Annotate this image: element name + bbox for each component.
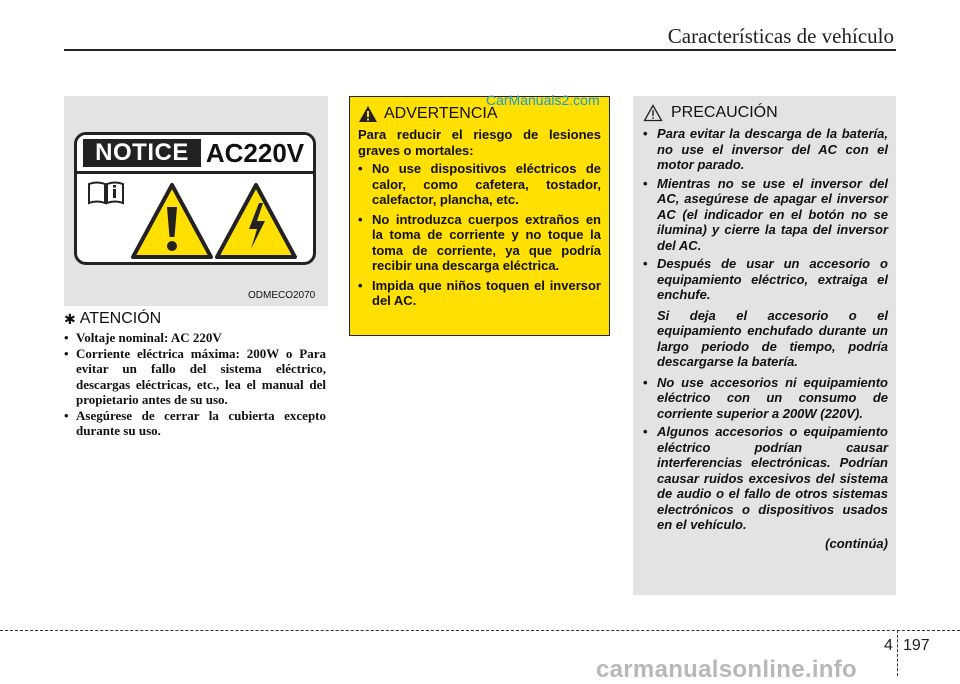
caution-title-text: PRECAUCIÓN (671, 104, 778, 121)
manual-book-icon (87, 181, 125, 205)
chapter-number: 4 (884, 637, 893, 654)
warning-triangle-icon (129, 181, 215, 261)
warning-item: • No introduzca cuerpos extraños en la toma de corriente y no toque la toma de corriente, ya que podría recibir una descarga eléctrica. (358, 212, 601, 274)
electric-shock-icon (213, 181, 299, 261)
caution-list-continued (643, 375, 888, 533)
caution-item: • Para evitar la descarga de la batería, no use el inversor del AC con el motor parado. (643, 126, 888, 173)
continued-note: (continúa) (825, 535, 888, 551)
caution-icon (643, 104, 663, 122)
warning-item: • Impida que niños toquen el inversor del AC. (358, 278, 601, 309)
notice-word: NOTICE (83, 139, 201, 167)
page-number: 197 (903, 637, 930, 654)
figure-code: ODMECO2070 (248, 290, 316, 301)
notice-label (74, 132, 316, 265)
voltage-word: AC220V (205, 138, 305, 168)
header-title: Características de vehículo (667, 24, 894, 48)
warning-icon (358, 105, 378, 123)
footer-separator (897, 630, 898, 676)
site-watermark: CarManuals2.com (486, 92, 600, 108)
warning-list (358, 161, 601, 309)
warning-title-text: ADVERTENCIA (384, 105, 498, 122)
caution-item: • Mientras no se use el inversor del AC, asegúrese de apagar el inversor AC (el indicador en el botón no se ilumina) y cierre la tapa del inversor del AC. (643, 176, 888, 254)
warning-box (349, 96, 610, 336)
footer-watermark: carmanualsonline.info (596, 656, 858, 683)
warning-lead: Para reducir el riesgo de lesiones graves o mortales: (358, 127, 601, 158)
caution-list (643, 126, 888, 303)
notice-bar (77, 135, 313, 171)
attention-section (64, 310, 326, 439)
caution-title (643, 104, 888, 122)
attention-title (64, 310, 326, 328)
caution-box (633, 96, 896, 595)
notice-divider (77, 171, 313, 174)
warning-item: • No use dispositivos eléctricos de calor, como cafetera, tostador, calefactor, plancha, etc. (358, 161, 601, 208)
caution-item: • No use accesorios ni equipamiento eléctrico con un consumo de corriente superior a 200W (220V). (643, 375, 888, 422)
attention-item: • Voltaje nominal: AC 220V (64, 330, 326, 346)
cross-mark-icon: ✱ (64, 310, 76, 327)
attention-title-text: ATENCIÓN (79, 310, 162, 327)
attention-item: • Asegúrese de cerrar la cubierta excepto durante su uso. (64, 408, 326, 439)
header-rule (64, 49, 896, 51)
footer-rule (0, 630, 960, 631)
caution-item: • Algunos accesorios o equipamiento eléctrico podrían causar interferencias electrónicas. Podrían causar ruidos excesivos del sistema de audio o el fallo de otros sistemas electrónicos o dispositivos usados en el vehículo. (643, 424, 888, 533)
attention-item: • Corriente eléctrica máxima: 200W o Para evitar un fallo del sistema eléctrico, descargas eléctricas, etc., lea el manual del propietario antes de su uso. (64, 346, 326, 408)
attention-list (64, 330, 326, 439)
caution-item: • Después de usar un accesorio o equipamiento eléctrico, extraiga el enchufe. (643, 256, 888, 303)
caution-subparagraph: Si deja el accesorio o el equipamiento enchufado durante un largo periodo de tiempo, podría descargarse la batería. (657, 307, 888, 369)
